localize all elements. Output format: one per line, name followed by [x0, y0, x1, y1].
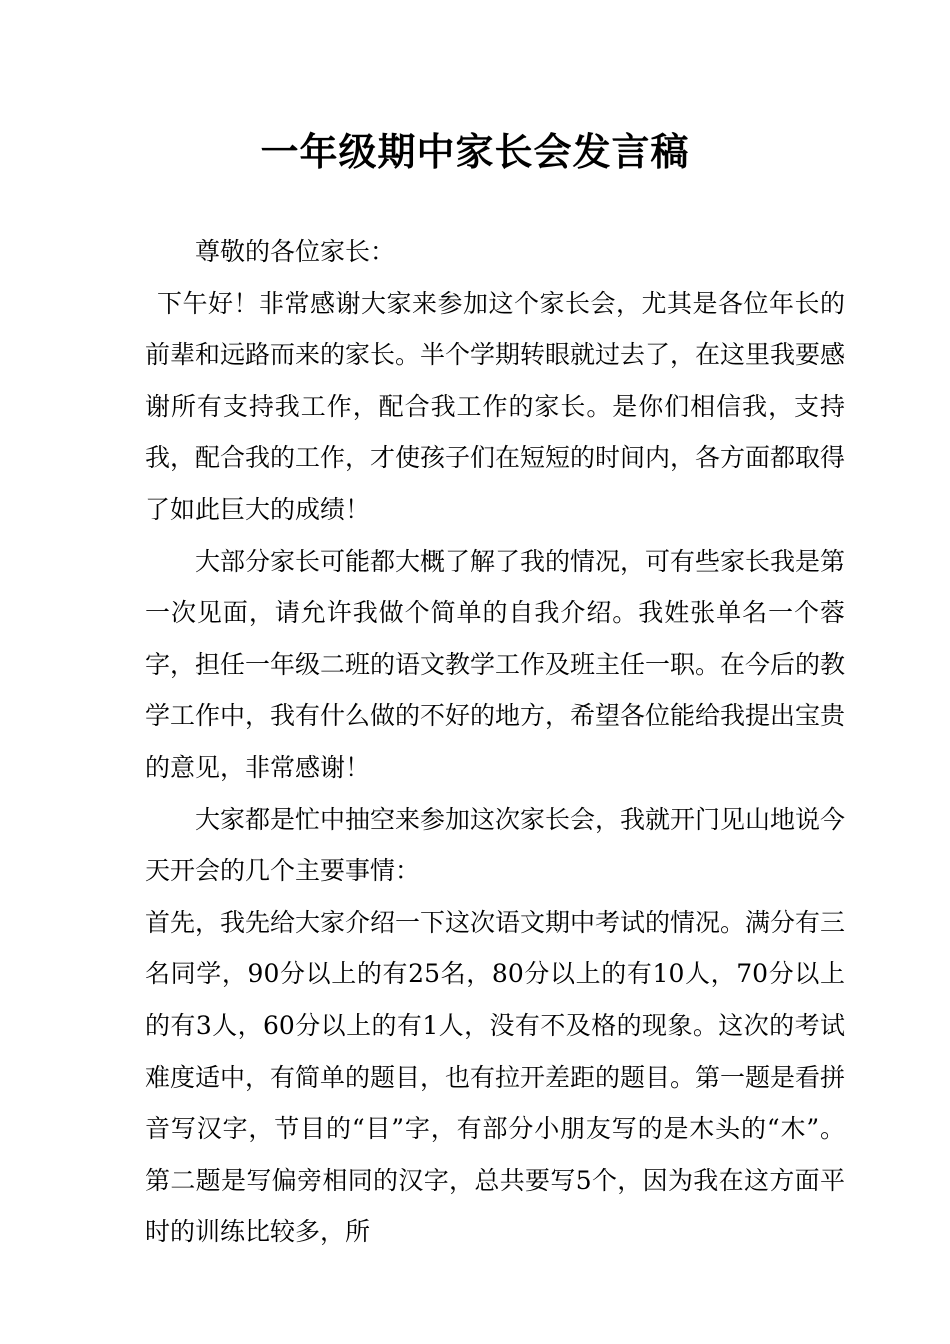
paragraph-introduction: 大部分家长可能都大概了解了我的情况，可有些家长我是第一次见面，请允许我做个简单的自我介绍。我姓张单名一个蓉字，担任一年级二班的语文教学工作及班主任一职。在今后的教学工作中，我有什么做的不好的地方，希望各位能给我提出宝贵的意见，非常感谢！	[145, 546, 846, 782]
paragraph-exam-results: 首先，我先给大家介绍一下这次语文期中考试的情况。满分有三名同学，90分以上的有25名，80分以上的有10人，70分以上的有3人，60分以上的有1人，没有不及格的现象。这次的考试难度适中，有简单的题目，也有拉开差距的题目。第一题是看拼音写汉字，节目的“目”字，有部分小朋友写的是木头的“木”。第二题是写偏旁相同的汉字，总共要写5个，因为我在这方面平时的训练比较多，所	[145, 907, 846, 1247]
salutation: 尊敬的各位家长：	[195, 237, 396, 266]
page-title: 一年级期中家长会发言稿	[260, 129, 690, 174]
document-body	[145, 226, 845, 1258]
paragraph-agenda: 大家都是忙中抽空来参加这次家长会，我就开门见山地说今天开会的几个主要事情：	[145, 804, 846, 886]
paragraph-greeting: 下午好！非常感谢大家来参加这个家长会，尤其是各位年长的前辈和远路而来的家长。半个学期转眼就过去了，在这里我要感谢所有支持我工作，配合我工作的家长。是你们相信我，支持我，配合我的工作，才使孩子们在短短的时间内，各方面都取得了如此巨大的成绩！	[145, 288, 846, 524]
